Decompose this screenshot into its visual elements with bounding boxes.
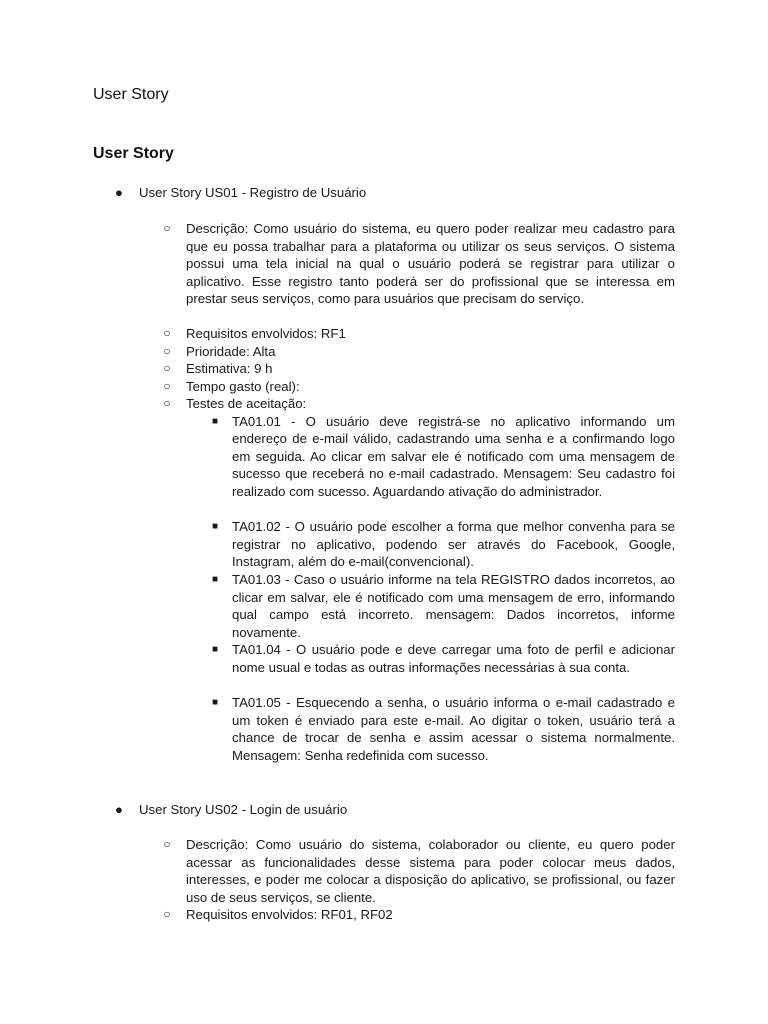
bullet-icon: ●	[115, 802, 123, 817]
list-item	[160, 343, 675, 361]
circle-bullet-icon: ○	[163, 837, 171, 851]
acceptance-test-text: TA01.02 - O usuário pode escolher a forma que melhor convenha para se registrar no aplicativo, podendo ser através do Facebook, Google, Instagram, além do e-mail(convencional).	[232, 519, 675, 569]
square-bullet-icon: ■	[211, 644, 219, 655]
acceptance-test-item	[208, 694, 675, 764]
square-bullet-icon: ■	[211, 415, 219, 427]
circle-bullet-icon: ○	[163, 326, 171, 340]
document-title: User Story	[93, 86, 169, 103]
acceptance-test-text: TA01.05 - Esquecendo a senha, o usuário informa o e-mail cadastrado e um token é enviado para este e-mail. Ao digitar o token, usuário terá a chance de trocar de senha e assim acessar o sistema normalmente. Mensagem: Senha redefinida com sucesso.	[232, 695, 675, 763]
user-story-title: User Story US02 - Login de usuário	[139, 802, 348, 817]
list-item	[160, 378, 675, 396]
list-item	[160, 836, 675, 906]
priority-text: Prioridade: Alta	[186, 343, 276, 359]
requirements-text: Requisitos envolvidos: RF01, RF02	[186, 907, 393, 922]
list-item	[160, 395, 675, 413]
acceptance-test-text: TA01.03 - Caso o usuário informe na tela REGISTRO dados incorretos, ao clicar em salvar, ele é notificado com uma mensagem de erro, informando qual campo está incorreto. mensagem: Dados incorretos, informe novamente.	[232, 572, 675, 640]
list-item	[160, 906, 675, 924]
section-heading: User Story	[93, 145, 174, 162]
square-bullet-icon: ■	[211, 521, 219, 532]
circle-bullet-icon: ○	[163, 378, 171, 393]
acceptance-tests-label: Testes de aceitação:	[186, 396, 307, 411]
estimate-text: Estimativa: 9 h	[186, 361, 273, 376]
user-story-title: User Story US01 - Registro de Usuário	[139, 185, 367, 200]
acceptance-test-item	[208, 518, 675, 571]
acceptance-test-item	[208, 571, 675, 641]
square-bullet-icon: ■	[211, 697, 219, 708]
acceptance-test-text: TA01.04 - O usuário pode e deve carregar uma foto de perfil e adicionar nome usual e todas as outras informações necessárias à sua conta.	[232, 642, 675, 675]
description-text: Descrição: Como usuário do sistema, eu quero poder realizar meu cadastro para que eu possa trabalhar para a plataforma ou utilizar os seus serviços. O sistema possui uma tela inicial na qual o usuário poderá se registrar para utilizar o aplicativo. Esse registro tanto poderá ser do profissional que se interessa em prestar seus serviços, como para usuários que precisam do serviço.	[186, 221, 675, 306]
circle-bullet-icon: ○	[163, 396, 171, 410]
circle-bullet-icon: ○	[163, 343, 171, 358]
circle-bullet-icon: ○	[163, 907, 171, 921]
circle-bullet-icon: ○	[163, 361, 171, 375]
requirements-text: Requisitos envolvidos: RF1	[186, 326, 346, 341]
acceptance-test-item	[208, 413, 675, 501]
list-item	[160, 325, 675, 343]
list-item	[160, 360, 675, 378]
list-item	[160, 220, 675, 308]
time-spent-text: Tempo gasto (real):	[186, 378, 300, 394]
bullet-icon: ●	[115, 185, 123, 200]
acceptance-test-text: TA01.01 - O usuário deve registrá-se no aplicativo informando um endereço de e-mail válido, cadastrando uma senha e a confirmando logo em seguida. Ao clicar em salvar ele é notificado com uma mensagem de sucesso que receberá no e-mail cadastrado. Mensagem: Seu cadastro foi realizado com sucesso. Aguardando ativação do administrador.	[232, 413, 675, 499]
acceptance-test-item	[208, 641, 675, 676]
square-bullet-icon: ■	[211, 574, 219, 585]
description-text: Descrição: Como usuário do sistema, colaborador ou cliente, eu quero poder acessar as funcionalidades desse sistema para poder colocar meus dados, interesses, e poder me colocar a disposição do aplicativo, se profissional, ou fazer uso de seus serviços, se cliente.	[186, 837, 675, 905]
circle-bullet-icon: ○	[163, 221, 171, 235]
